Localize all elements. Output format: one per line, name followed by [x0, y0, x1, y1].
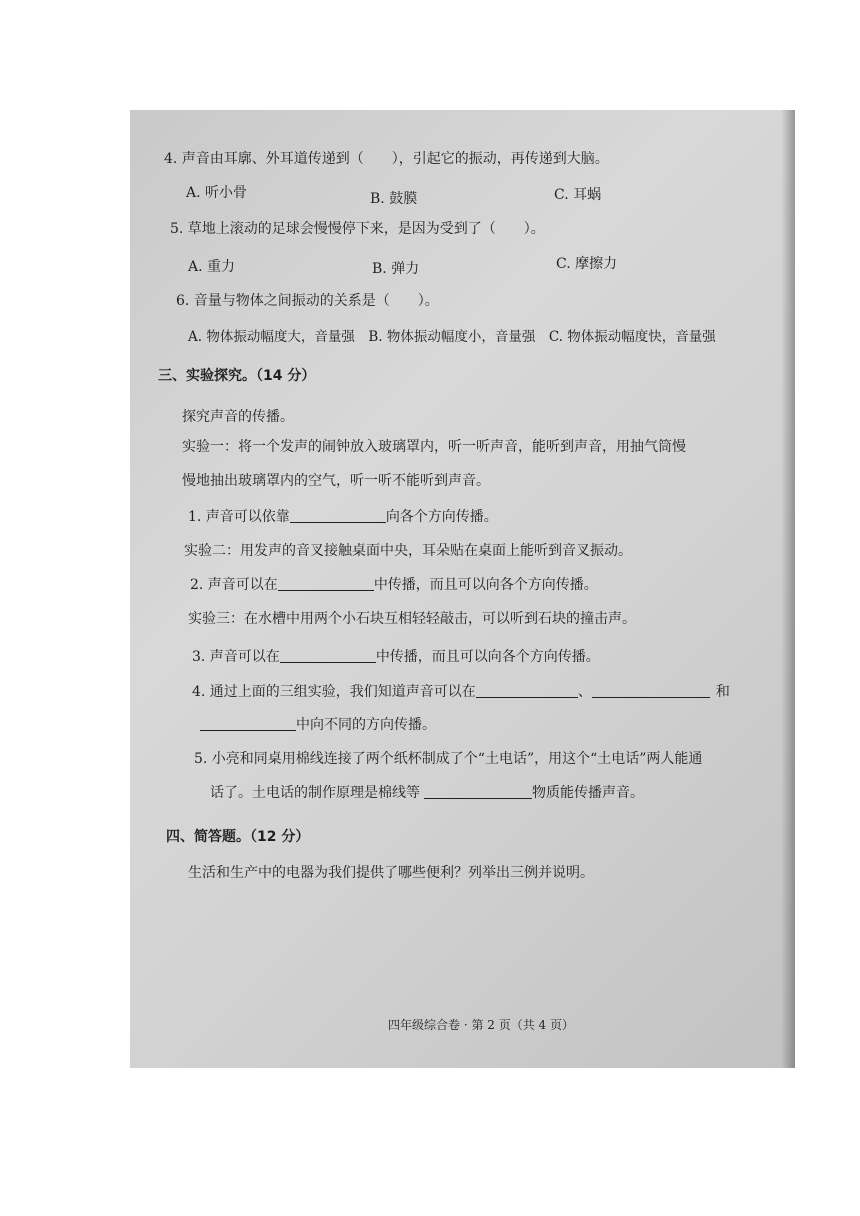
fill-question-5-line-2: [210, 784, 644, 802]
q3-prefix: 3. 声音可以在: [192, 649, 280, 665]
q1-suffix: 向各个方向传播。: [385, 509, 498, 525]
fill-question-2: [190, 576, 598, 594]
q2-prefix: 2. 声音可以在: [190, 577, 278, 593]
q5-suffix: 物质能传播声音。: [532, 785, 644, 801]
experiment-3: 实验三：在水槽中用两个小石块互相轻轻敲击，可以听到石块的撞击声。: [188, 611, 636, 627]
question-6: 6. 音量与物体之间振动的关系是（ ）。: [176, 293, 439, 309]
q4-line2-suffix: 中向不同的方向传播。: [296, 717, 436, 733]
q4-prefix: 4. 通过上面的三组实验，我们知道声音可以在: [192, 684, 476, 700]
q4-and: 和: [715, 684, 730, 700]
section-3-heading: 三、实验探究。（14 分）: [158, 368, 316, 384]
section-4-question: 生活和生产中的电器为我们提供了哪些便利？列举出三例并说明。: [188, 865, 594, 881]
fill-question-3: [192, 648, 600, 666]
question-5: 5. 草地上滚动的足球会慢慢停下来，是因为受到了（ ）。: [170, 221, 545, 237]
q4-option-b: B. 鼓膜: [370, 191, 418, 207]
q4-blank-1[interactable]: [476, 683, 578, 698]
q5-option-b: B. 弹力: [372, 261, 420, 277]
question-4: 4. 声音由耳廓、外耳道传递到（ ），引起它的振动，再传递到大脑。: [164, 151, 609, 167]
q2-blank[interactable]: [278, 576, 374, 591]
fill-question-5-line-1: 5. 小亮和同桌用棉线连接了两个纸杯制成了个“土电话”，用这个“土电话”两人能通: [194, 751, 703, 767]
section-4-heading: 四、简答题。（12 分）: [166, 829, 310, 845]
q6-options: A. 物体振动幅度大，音量强 B. 物体振动幅度小，音量强 C. 物体振动幅度快，音量强: [188, 329, 716, 345]
q3-suffix: 中传播，而且可以向各个方向传播。: [375, 649, 600, 665]
q1-prefix: 1. 声音可以依靠: [188, 509, 290, 525]
section-3-topic: 探究声音的传播。: [182, 409, 294, 425]
fill-question-1: [188, 508, 498, 526]
page-edge-shadow: [781, 110, 795, 1068]
page-footer: 四年级综合卷 · 第 2 页（共 4 页）: [388, 1018, 574, 1032]
fill-question-4: [192, 683, 730, 701]
fill-question-4-line-2: [200, 716, 436, 734]
q4-blank-2[interactable]: [592, 683, 710, 698]
q4-blank-3[interactable]: [200, 716, 296, 731]
q5-prefix: 话了。土电话的制作原理是棉线等: [210, 785, 420, 801]
q5-option-a: A. 重力: [188, 259, 236, 275]
q4-option-a: A. 听小骨: [186, 185, 248, 201]
exam-page-photo: [130, 110, 795, 1068]
experiment-1-line-1: 实验一：将一个发声的闹钟放入玻璃罩内，听一听声音，能听到声音，用抽气筒慢: [182, 439, 686, 455]
q4-option-c: C. 耳蜗: [554, 187, 602, 203]
q2-suffix: 中传播，而且可以向各个方向传播。: [373, 577, 598, 593]
q3-blank[interactable]: [280, 648, 376, 663]
q1-blank[interactable]: [290, 508, 386, 523]
q4-separator: 、: [577, 684, 592, 700]
experiment-1-line-2: 慢地抽出玻璃罩内的空气，听一听不能听到声音。: [182, 473, 490, 489]
q5-option-c: C. 摩擦力: [556, 256, 618, 272]
experiment-2: 实验二：用发声的音叉接触桌面中央，耳朵贴在桌面上能听到音叉振动。: [184, 543, 632, 559]
q5-blank[interactable]: [424, 784, 532, 799]
